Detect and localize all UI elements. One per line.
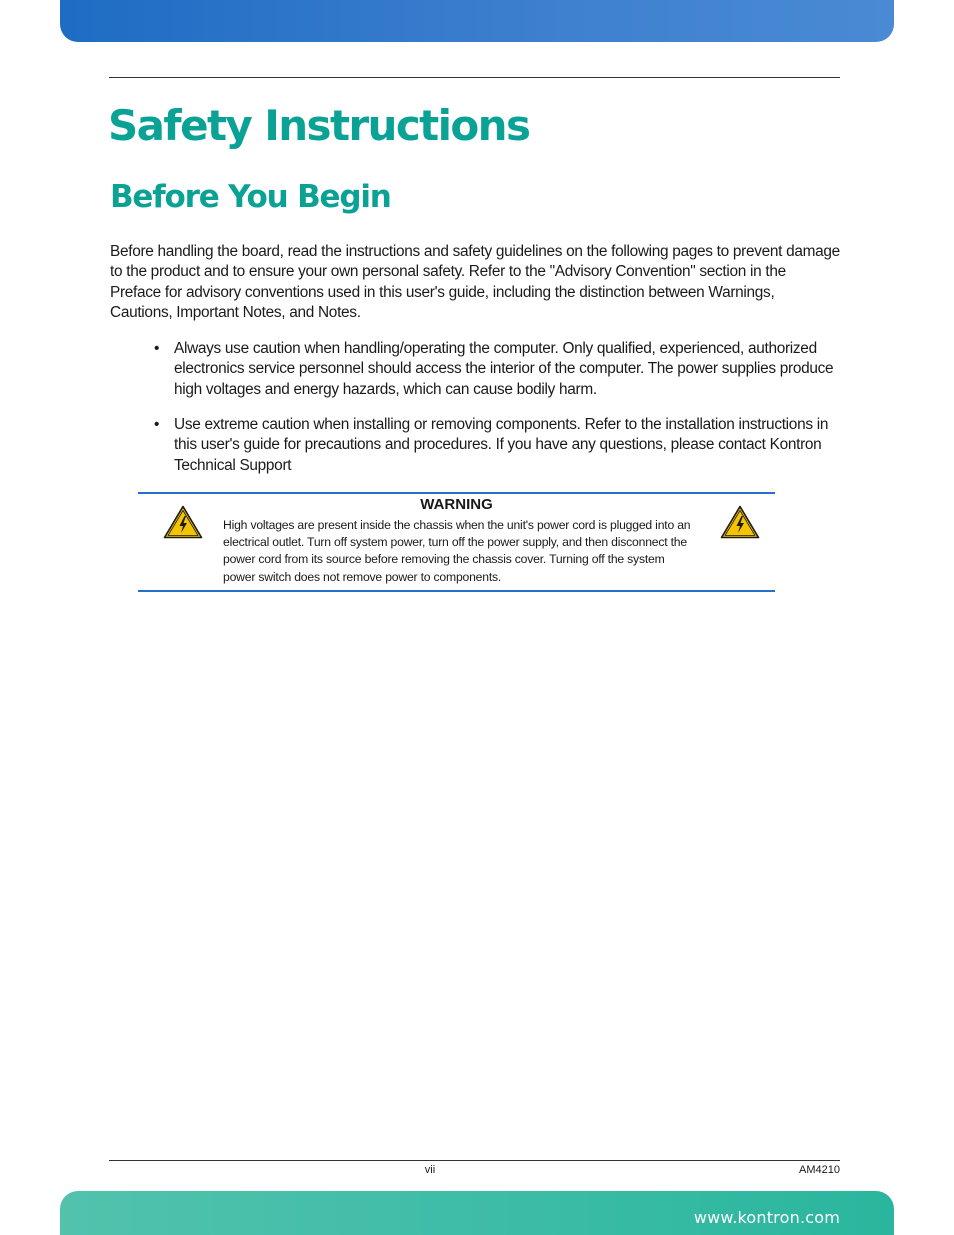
document-code: AM4210	[799, 1164, 840, 1176]
warning-box	[138, 492, 775, 592]
footer-band	[60, 1191, 894, 1235]
list-item	[110, 415, 840, 476]
page-number: vii	[424, 1164, 436, 1176]
bullet-text: Always use caution when handling/operating the computer. Only qualified, experienced, authorized electronics service personnel should access the interior of the computer. The power supplies produce high voltages and energy hazards, which can cause bodily harm.	[174, 340, 834, 398]
warning-text: High voltages are present inside the chassis when the unit's power cord is plugged into an electrical outlet. Turn off system power, turn off the power supply, and then disconnect the power cord from its source before removing the chassis cover. Turning off the system power switch does not remove power to components.	[223, 518, 691, 584]
bullet-marker: •	[154, 340, 160, 357]
header-band	[60, 0, 894, 42]
footer-divider	[109, 1160, 840, 1161]
intro-paragraph: Before handling the board, read the instructions and safety guidelines on the following pages to prevent damage to the product and to ensure your own personal safety. Refer to the "Advisory Convention" section in the Preface for advisory conventions used in this user's guide, including the distinction between Warnings, Cautions, Important Notes, and Notes.	[110, 243, 840, 322]
page-title: Safety Instructions	[108, 101, 530, 150]
warning-heading: WARNING	[420, 496, 493, 513]
website-link[interactable]: www.kontron.com	[693, 1208, 840, 1227]
bullet-text: Use extreme caution when installing or removing components. Refer to the installation instructions in this user's guide for precautions and procedures. If you have any questions, please contact Kontron Technical Support	[174, 416, 829, 474]
high-voltage-warning-icon	[720, 505, 760, 539]
list-item	[110, 339, 840, 400]
safety-bullet-list	[110, 339, 840, 491]
section-title: Before You Begin	[110, 179, 391, 215]
header-divider	[109, 77, 840, 78]
bullet-marker: •	[154, 416, 160, 434]
